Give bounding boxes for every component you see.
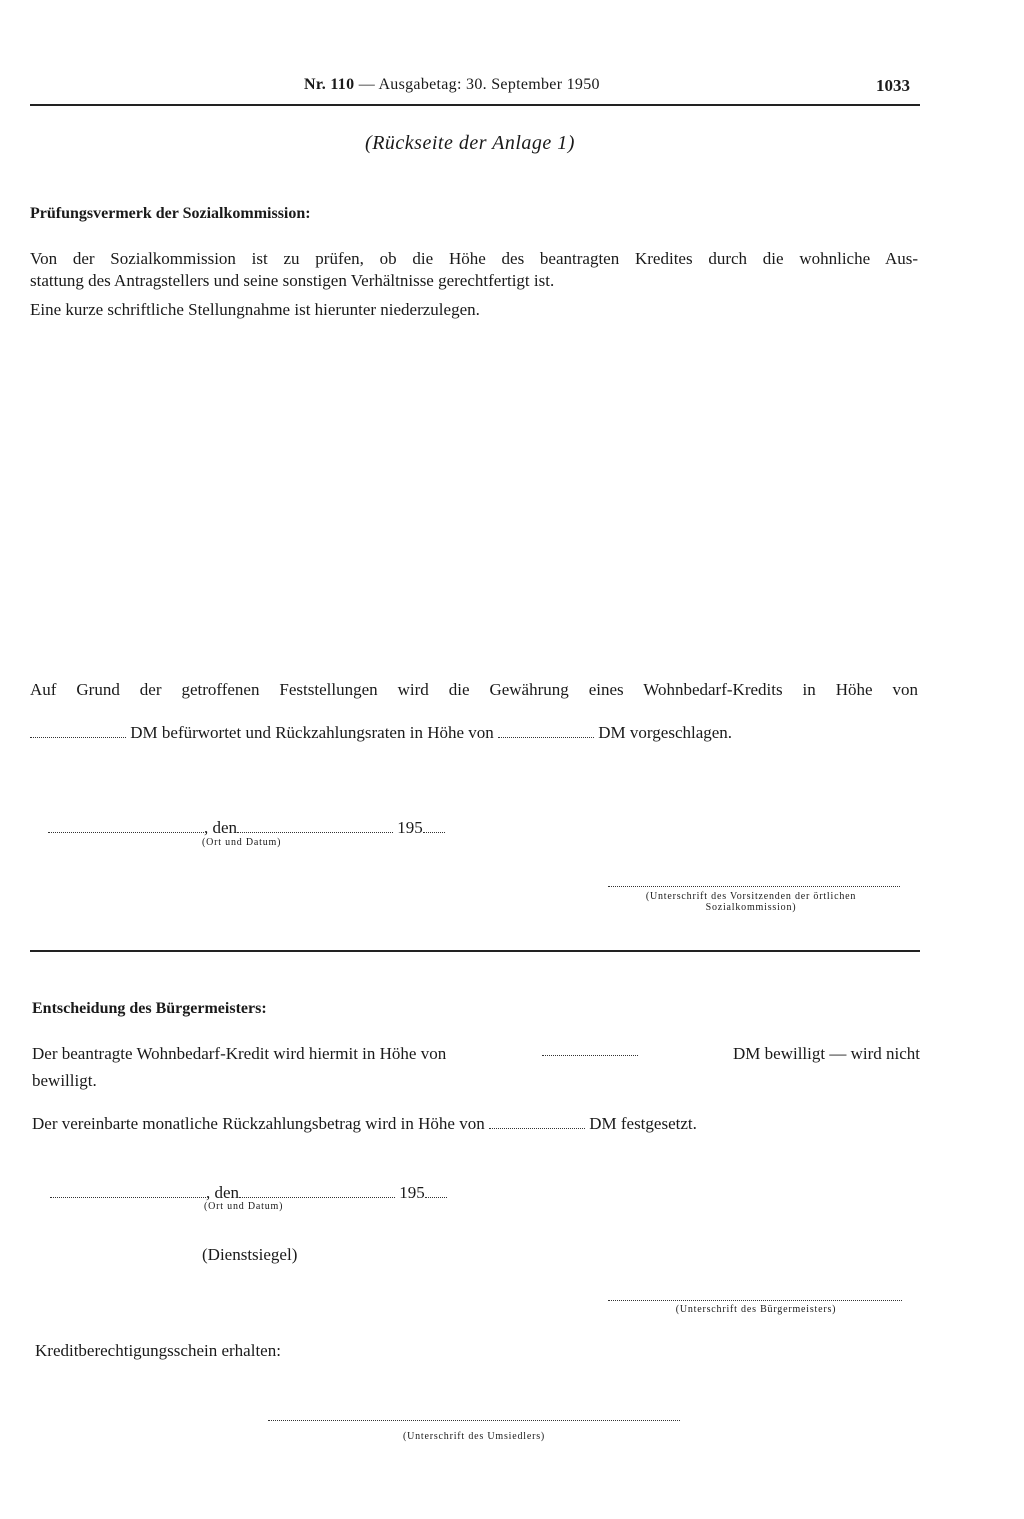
- signature-caption-line: Sozialkommission): [705, 902, 797, 913]
- paragraph-line: Von der Sozialkommission ist zu prüfen, ob die Höhe des beantragten Kredites durch die wohnliche Aus-: [30, 249, 918, 268]
- page-title: (Rückseite der Anlage 1): [365, 132, 575, 154]
- repayment-text-b: DM festgesetzt.: [589, 1114, 697, 1133]
- section-heading-buergermeister: Entscheidung des Bürgermeisters:: [32, 1000, 267, 1017]
- receipt-heading: Kreditberechtigungsschein erhalten:: [35, 1341, 281, 1360]
- place-date-caption-2: (Ort und Datum): [204, 1201, 284, 1212]
- paragraph-line: Eine kurze schriftliche Stellungnahme ist hierunter niederzulegen.: [30, 300, 480, 319]
- repayment-line: [32, 1111, 697, 1136]
- paragraph-line: stattung des Antragstellers und seine sonstigen Verhältnisse gerechtfertigt ist.: [30, 271, 555, 290]
- mayor-signature-caption: (Unterschrift des Bürgermeisters): [675, 1304, 837, 1315]
- year-field[interactable]: [425, 1183, 447, 1198]
- official-seal-label: (Dienstsiegel): [202, 1245, 298, 1264]
- findings-text-a: DM befürwortet und Rückzahlungsraten in Höhe von: [130, 723, 494, 742]
- issue-date: Ausgabetag: 30. September 1950: [378, 76, 600, 93]
- findings-text-b: DM vorgeschlagen.: [598, 723, 733, 742]
- den-label: , den: [206, 1183, 240, 1202]
- decision-text-a: Der beantragte Wohnbedarf-Kredit wird hiermit in Höhe von: [32, 1044, 447, 1063]
- year-label: 195: [399, 1183, 425, 1202]
- date-field[interactable]: [237, 818, 393, 833]
- repayment-text-a: Der vereinbarte monatliche Rückzahlungsbetrag wird in Höhe von: [32, 1114, 485, 1133]
- resettler-signature-caption: (Unterschrift des Umsiedlers): [402, 1431, 546, 1442]
- issue-header: [304, 76, 600, 94]
- decision-line-2: bewilligt.: [32, 1071, 97, 1090]
- signature-caption-line: (Unterschrift des Vorsitzenden der örtlichen: [645, 891, 857, 902]
- resettler-signature-field[interactable]: [268, 1410, 680, 1421]
- page-number: 1033: [876, 76, 910, 95]
- approved-amount-field[interactable]: [542, 1041, 638, 1056]
- header-separator: —: [354, 76, 379, 93]
- header-rule: [30, 104, 920, 106]
- mayor-signature-field[interactable]: [608, 1290, 902, 1301]
- place-date-caption: (Ort und Datum): [202, 837, 282, 848]
- decision-text-b: DM bewilligt — wird nicht: [733, 1044, 920, 1063]
- findings-amount-line: [30, 720, 732, 745]
- issue-number: Nr. 110: [304, 76, 355, 93]
- kredit-amount-field[interactable]: [30, 723, 126, 738]
- chair-signature-field[interactable]: [608, 876, 900, 887]
- section-divider: [30, 950, 920, 952]
- place-field[interactable]: [48, 818, 204, 833]
- year-label: 195: [397, 818, 423, 837]
- chair-signature-caption: [590, 891, 912, 913]
- section-heading-sozialkommission: Prüfungsvermerk der Sozialkommission:: [30, 205, 311, 222]
- date-field[interactable]: [239, 1183, 395, 1198]
- repayment-amount-field[interactable]: [489, 1114, 585, 1129]
- place-field[interactable]: [50, 1183, 206, 1198]
- decision-line: [32, 1041, 920, 1066]
- den-label: , den: [204, 818, 238, 837]
- rate-amount-field[interactable]: [498, 723, 594, 738]
- year-field[interactable]: [423, 818, 445, 833]
- findings-line: Auf Grund der getroffenen Feststellungen wird die Gewährung eines Wohnbedarf-Kredits in Höhe von: [30, 680, 918, 699]
